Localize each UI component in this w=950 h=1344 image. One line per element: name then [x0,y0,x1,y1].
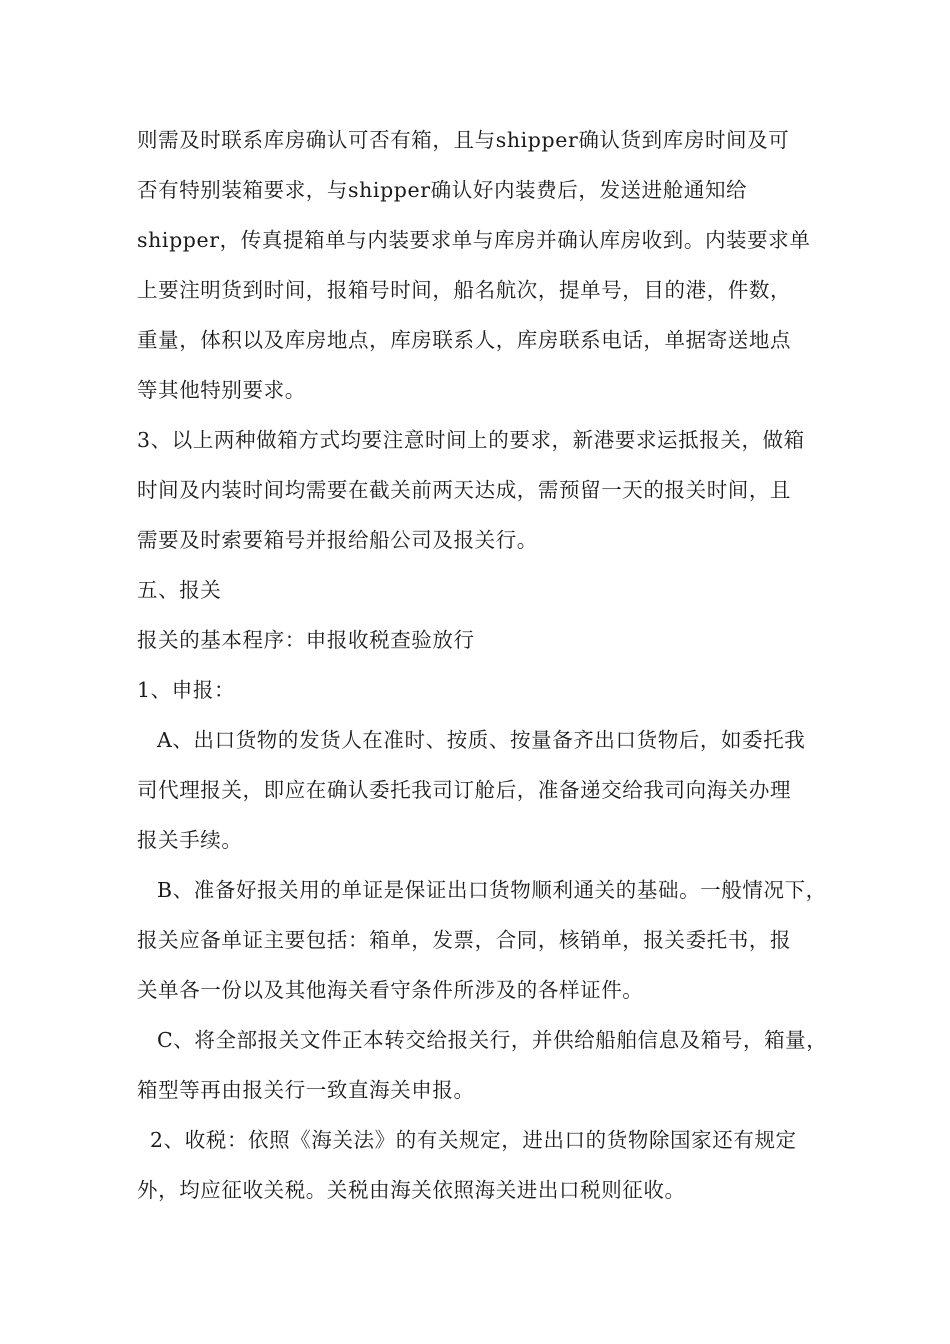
text-line: 3、以上两种做箱方式均要注意时间上的要求，新港要求运抵报关，做箱 [137,428,805,452]
text-line: 司代理报关，即应在确认委托我司订舱后，准备递交给我司向海关办理 [137,778,792,802]
text-line: 报关的基本程序：申报收税查验放行 [137,628,475,652]
text-line: 否有特别装箱要求，与shipper确认好内装费后，发送进舱通知给 [137,178,748,202]
text-line: 2、收税：依照《海关法》的有关规定，进出口的货物除国家还有规定 [150,1128,797,1152]
text-line: 等其他特别要求。 [137,378,306,402]
text-line: 报关手续。 [137,828,243,852]
text-line: 需要及时索要箱号并报给船公司及报关行。 [137,528,538,552]
text-line: shipper，传真提箱单与内装要求单与库房并确认库房收到。内装要求单 [137,228,811,252]
text-line: 报关应备单证主要包括：箱单，发票，合同，核销单，报关委托书，报 [137,928,792,952]
text-line: 外，均应征收关税。关税由海关依照海关进出口税则征收。 [137,1178,686,1202]
text-line: 则需及时联系库房确认可否有箱，且与shipper确认货到库房时间及可 [137,128,790,152]
text-line: A、出口货物的发货人在准时、按质、按量备齐出口货物后，如委托我 [157,728,806,752]
subsection-heading: 1、申报： [137,678,236,702]
text-line: 箱型等再由报关行一致直海关申报。 [137,1078,475,1102]
section-heading: 五、报关 [137,578,222,602]
text-line: 重量，体积以及库房地点，库房联系人，库房联系电话，单据寄送地点 [137,328,792,352]
text-line: 关单各一份以及其他海关看守条件所涉及的各样证件。 [137,978,644,1002]
text-line: 上要注明货到时间，报箱号时间，船名航次，提单号，目的港，件数， [137,278,792,302]
text-line: B、准备好报关用的单证是保证出口货物顺利通关的基础。一般情况下， [157,878,827,902]
text-line: C、将全部报关文件正本转交给报关行，并供给船舶信息及箱号，箱量， [157,1028,828,1052]
text-line: 时间及内装时间均需要在截关前两天达成，需预留一天的报关时间，且 [137,478,792,502]
